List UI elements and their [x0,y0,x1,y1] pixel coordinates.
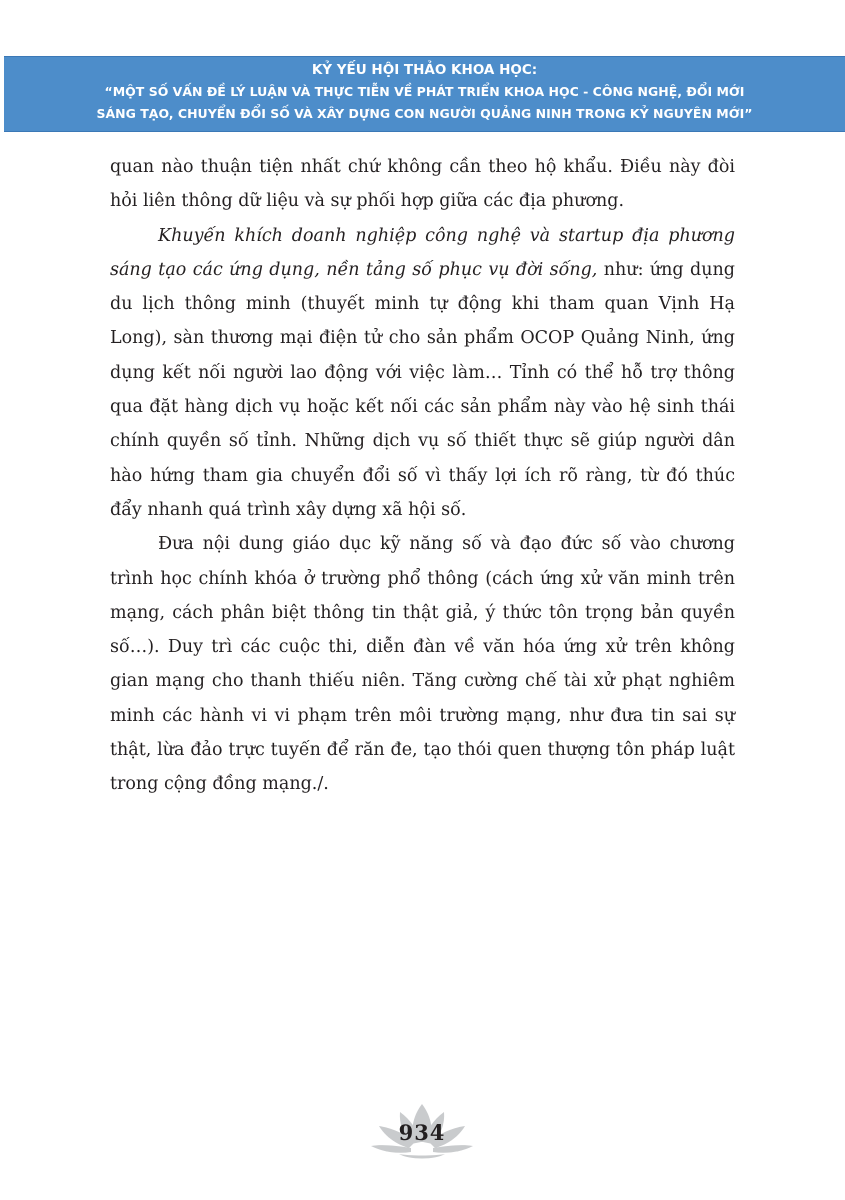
paragraph-education: Đưa nội dung giáo dục kỹ năng số và đạo đức số vào chương trình học chính khóa ở trường phổ thông (cách ứng xử văn minh trên mạng, cách phân biệt thông tin thật giả, ý thức tôn trọng bản quyền số…). Duy trì các cuộc thi, diễn đàn về văn hóa ứng xử trên không gian mạng cho thanh thiếu niên. Tăng cường chế tài xử phạt nghiêm minh các hành vi vi phạm trên môi trường mạng, như đưa tin sai sự thật, lừa đảo trực tuyến để răn đe, tạo thói quen thượng tôn pháp luật trong cộng đồng mạng./. [110,534,735,795]
page-footer [369,1102,475,1164]
header-title: KỶ YẾU HỘI THẢO KHOA HỌC: [311,62,538,78]
paragraph-startup [110,219,735,528]
paragraph-text: như: ứng dụng du lịch thông minh (thuyết minh tự động khi tham quan Vịnh Hạ Long), sàn thương mại điện tử cho sản phẩm OCOP Quảng Ninh, ứng dụng kết nối người lao động với việc làm… Tỉnh có thể hỗ trợ thông qua đặt hàng dịch vụ hoặc kết nối các sản phẩm này vào hệ sinh thái chính quyền số tỉnh. Những dịch vụ số thiết thực sẽ giúp người dân hào hứng tham gia chuyển đổi số vì thấy lợi ích rõ ràng, từ đó thúc đẩy nhanh quá trình xây dựng xã hội số. [110,259,735,520]
page-body [110,150,735,802]
header-subtitle-line-1: “MỘT SỐ VẤN ĐỀ LÝ LUẬN VÀ THỰC TIỄN VỀ PHÁT TRIỂN KHOA HỌC - CÔNG NGHỆ, ĐỔI MỚI [104,84,745,99]
page-header-banner [4,56,845,132]
header-subtitle-line-2: SÁNG TẠO, CHUYỂN ĐỔI SỐ VÀ XÂY DỰNG CON NGƯỜI QUẢNG NINH TRONG KỶ NGUYÊN MỚI” [96,106,753,121]
paragraph-continued: quan nào thuận tiện nhất chứ không cần theo hộ khẩu. Điều này đòi hỏi liên thông dữ liệu và sự phối hợp giữa các địa phương. [110,157,735,212]
page-number: 934 [398,1120,446,1145]
paragraph-lead-italic: Khuyến khích doanh nghiệp công nghệ và startup địa phương sáng tạo các ứng dụng, nền tảng số phục vụ đời sống, [110,225,735,280]
